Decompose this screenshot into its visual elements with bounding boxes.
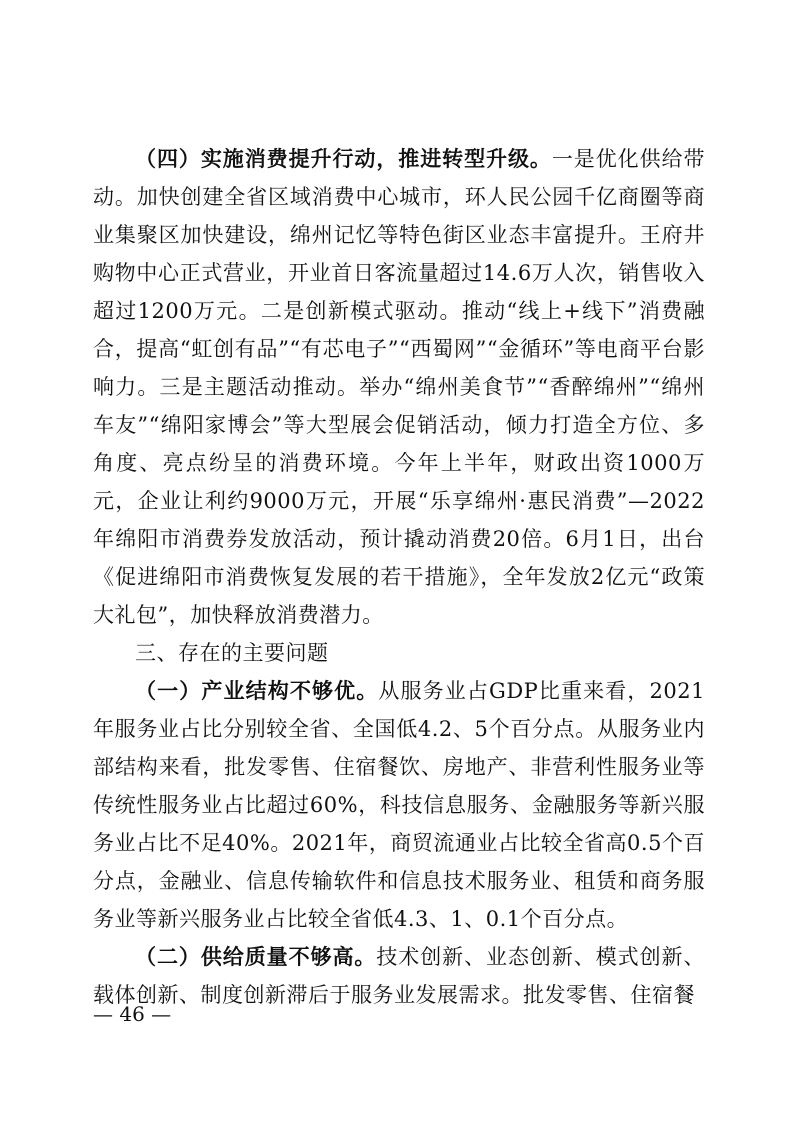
paragraph-supply-quality bbox=[93, 938, 705, 1014]
page-number: — 46 — bbox=[93, 1002, 172, 1026]
paragraph-consumption bbox=[93, 140, 705, 634]
paragraph-lead: （二）供给质量不够高。 bbox=[135, 945, 377, 969]
paragraph-text: 从服务业占GDP比重来看，2021年服务业占比分别较全省、全国低4.2、5个百分点。从服务业内部结构来看，批发零售、住宿餐饮、房地产、非营利性服务业等传统性服务业占比超过60%，科技信息服务、金融服务等新兴服务业占比不足40%。2021年，商贸流通业占比较全省高0.5个百分点，金融业、信息传输软件和信息技术服务业、租赁和商务服务业等新兴服务业占比较全省低4.3、1、0.1个百分点。 bbox=[93, 679, 705, 931]
paragraph-lead: （一）产业结构不够优。 bbox=[135, 679, 379, 703]
paragraph-text: 技术创新、业态创新、模式创新、载体创新、制度创新滞后于服务业发展需求。批发零售、住宿餐 bbox=[93, 945, 706, 1007]
body-text bbox=[93, 140, 705, 1014]
paragraph-lead: （四）实施消费提升行动，推进转型升级。 bbox=[135, 147, 552, 171]
paragraph-industry-structure bbox=[93, 672, 705, 938]
section-heading: 三、存在的主要问题 bbox=[135, 641, 329, 665]
paragraph-text: 一是优化供给带动。加快创建全省区域消费中心城市，环人民公园千亿商圈等商业集聚区加快建设，绵州记忆等特色街区业态丰富提升。王府井购物中心正式营业，开业首日客流量超过14.6万人次，销售收入超过1200万元。二是创新模式驱动。推动“线上+线下”消费融合，提高“虹创有品”“有芯电子”“西蜀网”“金循环”等电商平台影响力。三是主题活动推动。举办“绵州美食节”“香醉绵州”“绵州车友”“绵阳家博会”等大型展会促销活动，倾力打造全方位、多角度、亮点纷呈的消费环境。今年上半年，财政出资1000万元，企业让利约9000万元，开展“乐享绵州·惠民消费”—2022年绵阳市消费券发放活动，预计撬动消费20倍。6月1日，出台《促进绵阳市消费恢复发展的若干措施》，全年发放2亿元“政策大礼包”，加快释放消费潜力。 bbox=[93, 147, 705, 627]
